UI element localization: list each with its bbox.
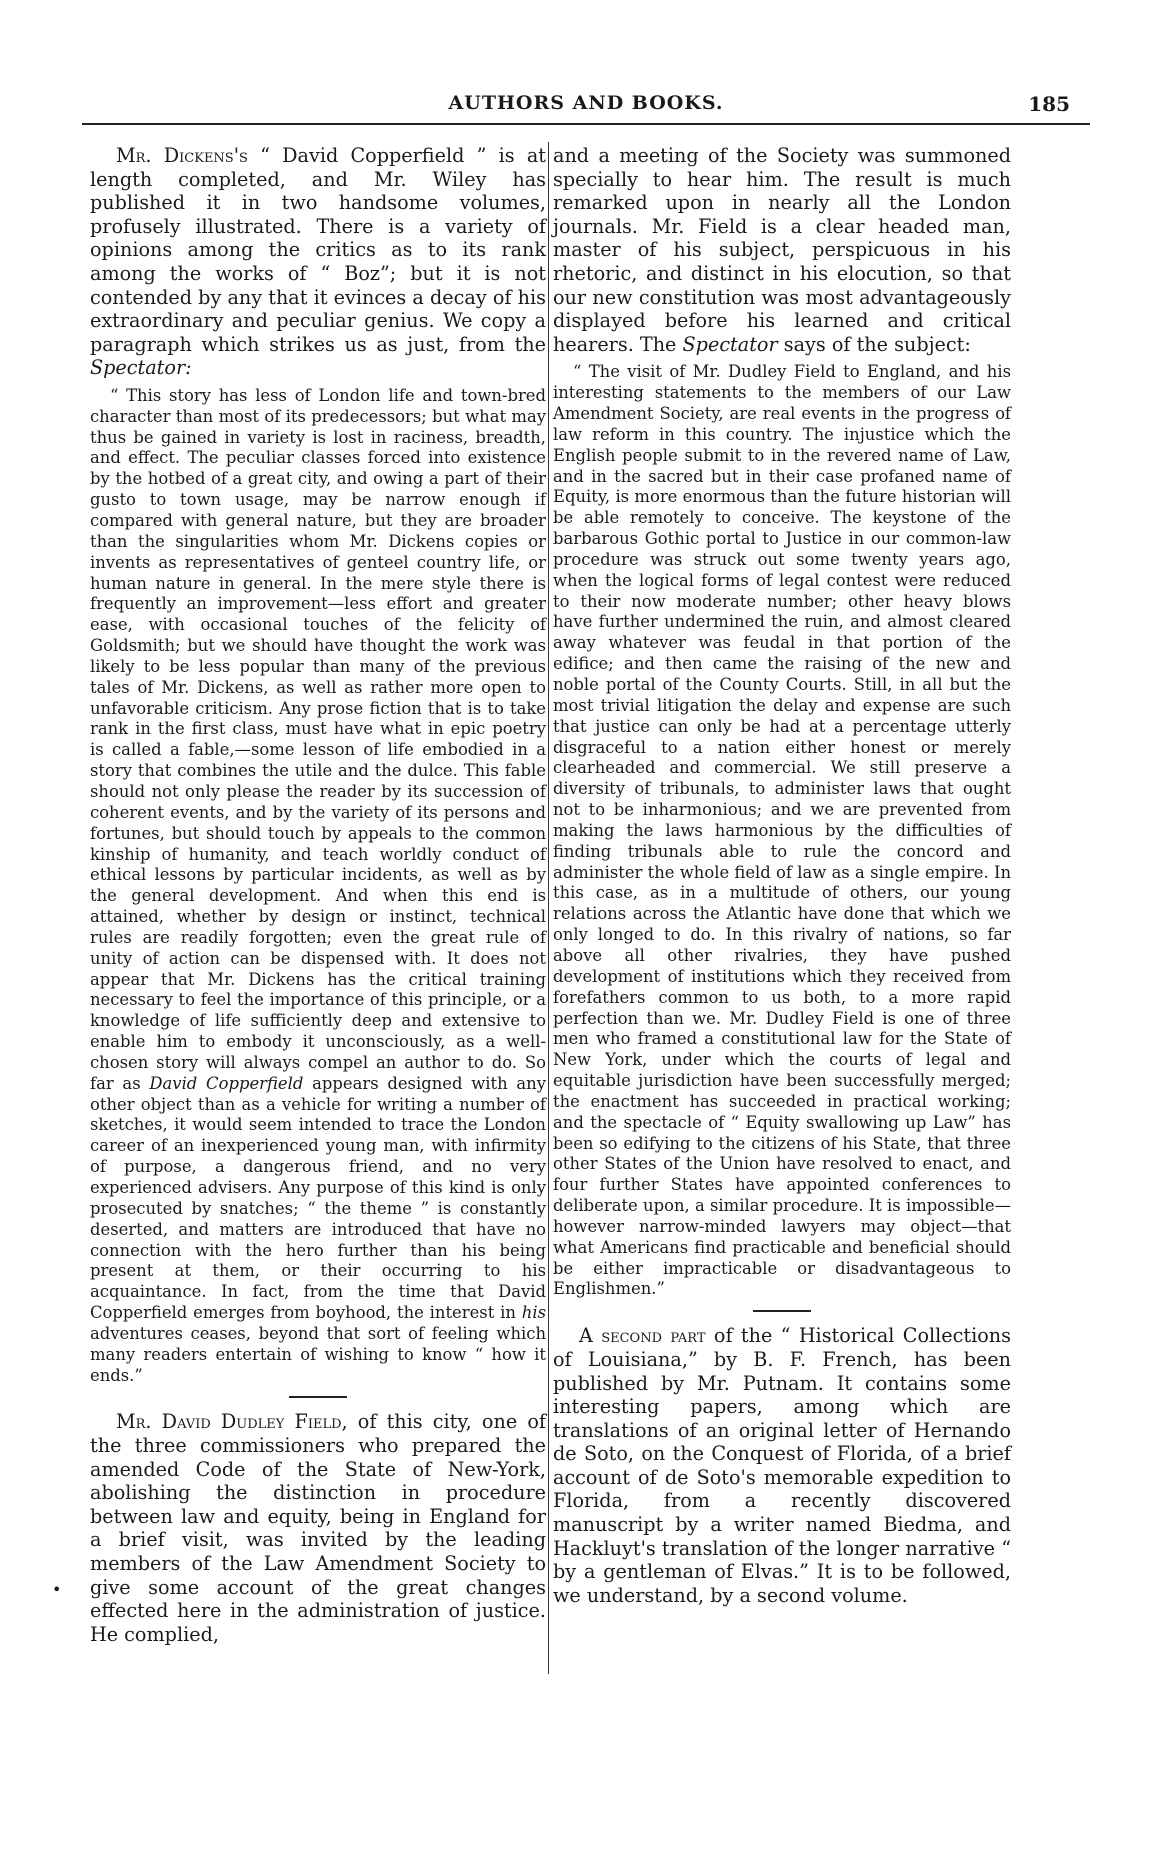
field-paragraph bbox=[90, 1410, 546, 1646]
continuation-text: and a meeting of the Society was summoned specially to hear him. The result is much remarked upon in nearly all the London journals. Mr. Field is a clear headed man, master of his subject, perspicuous in his rhetoric, and distinct in his elocution, so that our new constitution was most advantageously displayed before his learned and critical hearers. The bbox=[553, 144, 1011, 356]
quote-italic-title: David Copperfield bbox=[149, 1073, 304, 1093]
dickens-source: Spectator: bbox=[90, 356, 192, 380]
continuation-end: says of the subject: bbox=[783, 332, 971, 356]
section-separator bbox=[753, 1310, 811, 1312]
spectator-quote-dickens bbox=[90, 386, 546, 1387]
header-rule bbox=[82, 123, 1090, 125]
running-header bbox=[82, 92, 1090, 132]
spectator-quote-field: “ The visit of Mr. Dudley Field to England, and his interesting statements to the members of our Law Amendment Society, are real events in the progress of law reform in this country. The injustice which the English people submit to in the revered name of Law, and in the sacred but in their case profaned name of Equity, is more enormous than the future historian will be able remotely to conceive. The keystone of the barbarous Gothic portal to Justice in our common-law procedure was struck out some twenty years ago, when the logical forms of legal contest were reduced to their now moderate number; other heavy blows have further undermined the ruin, and almost cleared away whatever was feudal in that portion of the edifice; and then came the raising of the new and noble portal of the County Courts. Still, in all but the most trivial litigation the delay and expense are such that justice can only be had at a percentage utterly disgraceful to a nation either honest or merely clearheaded and commercial. We still preserve a diversity of tribunals, to administer laws that ought not to be inharmonious; and we are prevented from making the laws harmonious by the difficulties of finding tribunals able to rule the concord and administer the whole field of law as a single empire. In this case, as in a multitude of others, our young relations across the Atlantic have done that which we only longed to do. In this rivalry of nations, so far above all other rivalries, they have pushed development of institutions which they received from forefathers common to us both, to a more rapid perfection than we. Mr. Dudley Field is one of three men who framed a constitutional law for the State of New York, under which the courts of legal and equitable jurisdiction have been successfully merged; the enactment has succeeded in practical working; and the spectacle of “ Equity swallowing up Law” has been so edifying to the citizens of his State, that three other States of the Union have resolved to enact, and four further States have appointed conferences to deliberate upon, a similar procedure. It is impossible—however narrow-minded lawyers may object—that what Americans find practicable and beneficial should be either impracticable or disadvantageous to Englishmen.” bbox=[553, 362, 1011, 1299]
dickens-paragraph bbox=[90, 144, 546, 380]
right-column bbox=[553, 140, 1011, 1607]
continuation-source: Spectator bbox=[682, 332, 778, 356]
margin-bullet: • bbox=[52, 1580, 62, 1599]
quote-italic-his: his bbox=[521, 1303, 547, 1323]
column-divider bbox=[548, 142, 549, 1674]
quote-part-c: adventures ceases, beyond that sort of feeling which many readers entertain of wishing to know “ how it ends.” bbox=[90, 1323, 546, 1385]
left-column bbox=[90, 140, 546, 1646]
louisiana-lead: A second part bbox=[579, 1324, 706, 1348]
dickens-lead: Mr. Dickens's bbox=[116, 144, 248, 167]
field-text: of this city, one of the three commissioners who prepared the amended Code of the State of New-York, abolishing the distinction in procedure between law and equity, being in England for a brief visit, was invited by the leading members of the Law Amendment Society to give some account of the great changes effected here in the administration of justice. He complied, bbox=[90, 1410, 546, 1646]
section-separator bbox=[289, 1396, 347, 1398]
field-lead: Mr. David Dudley Field, bbox=[116, 1410, 348, 1434]
field-continuation bbox=[553, 144, 1011, 356]
quote-part-b: appears designed with any other object than as a vehicle for writing a number of sketches, it would seem intended to trace the London career of an inexperienced young man, with infirmity of purpose, a dangerous friend, and no very experienced advisers. Any purpose of this kind is only prosecuted by snatches; “ the theme ” is constantly deserted, and matters are introduced that have no connection with the hero further than his being present at them, or their occurring to his acquaintance. In fact, from the time that David Copperfield emerges from boyhood, the interest in bbox=[90, 1073, 546, 1323]
page-number: 185 bbox=[1028, 92, 1070, 116]
section-title: AUTHORS AND BOOKS. bbox=[448, 92, 724, 114]
dickens-text: “ David Copperfield ” is at length completed, and Mr. Wiley has published it in two handsome volumes, profusely illustrated. There is a variety of opinions among the critics as to its rank among the works of “ Boz”; but it is not contended by any that it evinces a decay of his extraordinary and peculiar genius. We copy a paragraph which strikes us as just, from the bbox=[90, 144, 546, 356]
quote-part-a: “ This story has less of London life and town-bred character than most of its predecessors; but what may thus be gained in variety is lost in raciness, breadth, and effect. The peculiar classes forced into existence by the hotbed of a great city, and owing a part of their gusto to town usage, may be narrow enough if compared with general nature, but they are broader than the singularities whom Mr. Dickens copies or invents as representatives of genteel country life, or human nature in general. In the mere style there is frequently an improvement—less effort and greater ease, with occasional touches of the felicity of Goldsmith; but we should have thought the work was likely to be less popular than many of the previous tales of Mr. Dickens, as well as rather more open to unfavorable criticism. Any prose fiction that is to take rank in the first class, must have what in epic poetry is called a fable,—some lesson of life embodied in a story that combines the utile and the dulce. This fable should not only please the reader by its succession of coherent events, and by the variety of its persons and fortunes, but should touch by appeals to the common kinship of humanity, and teach worldly conduct of ethical lessons by particular incidents, as well as by the general development. And when this end is attained, whether by design or instinct, technical rules are readily forgotten; even the great rule of unity of action can be dispensed with. It does not appear that Mr. Dickens has the critical training necessary to feel the importance of this principle, or a knowledge of life sufficiently deep and extensive to enable him to embody it unconsciously, as a well-chosen story will always compel an author to do. So far as bbox=[90, 385, 546, 1093]
louisiana-text: of the “ Historical Collections of Louisiana,” by B. F. French, has been published by Mr. Putnam. It contains some interesting papers, among which are translations of an original letter of Hernando de Soto, on the Conquest of Florida, of a brief account of de Soto's memorable expedition to Florida, from a recently discovered manuscript by a writer named Biedma, and Hackluyt's translation of the longer narrative “ by a gentleman of Elvas.” It is to be followed, we understand, by a second volume. bbox=[553, 1324, 1011, 1607]
louisiana-paragraph bbox=[553, 1324, 1011, 1607]
